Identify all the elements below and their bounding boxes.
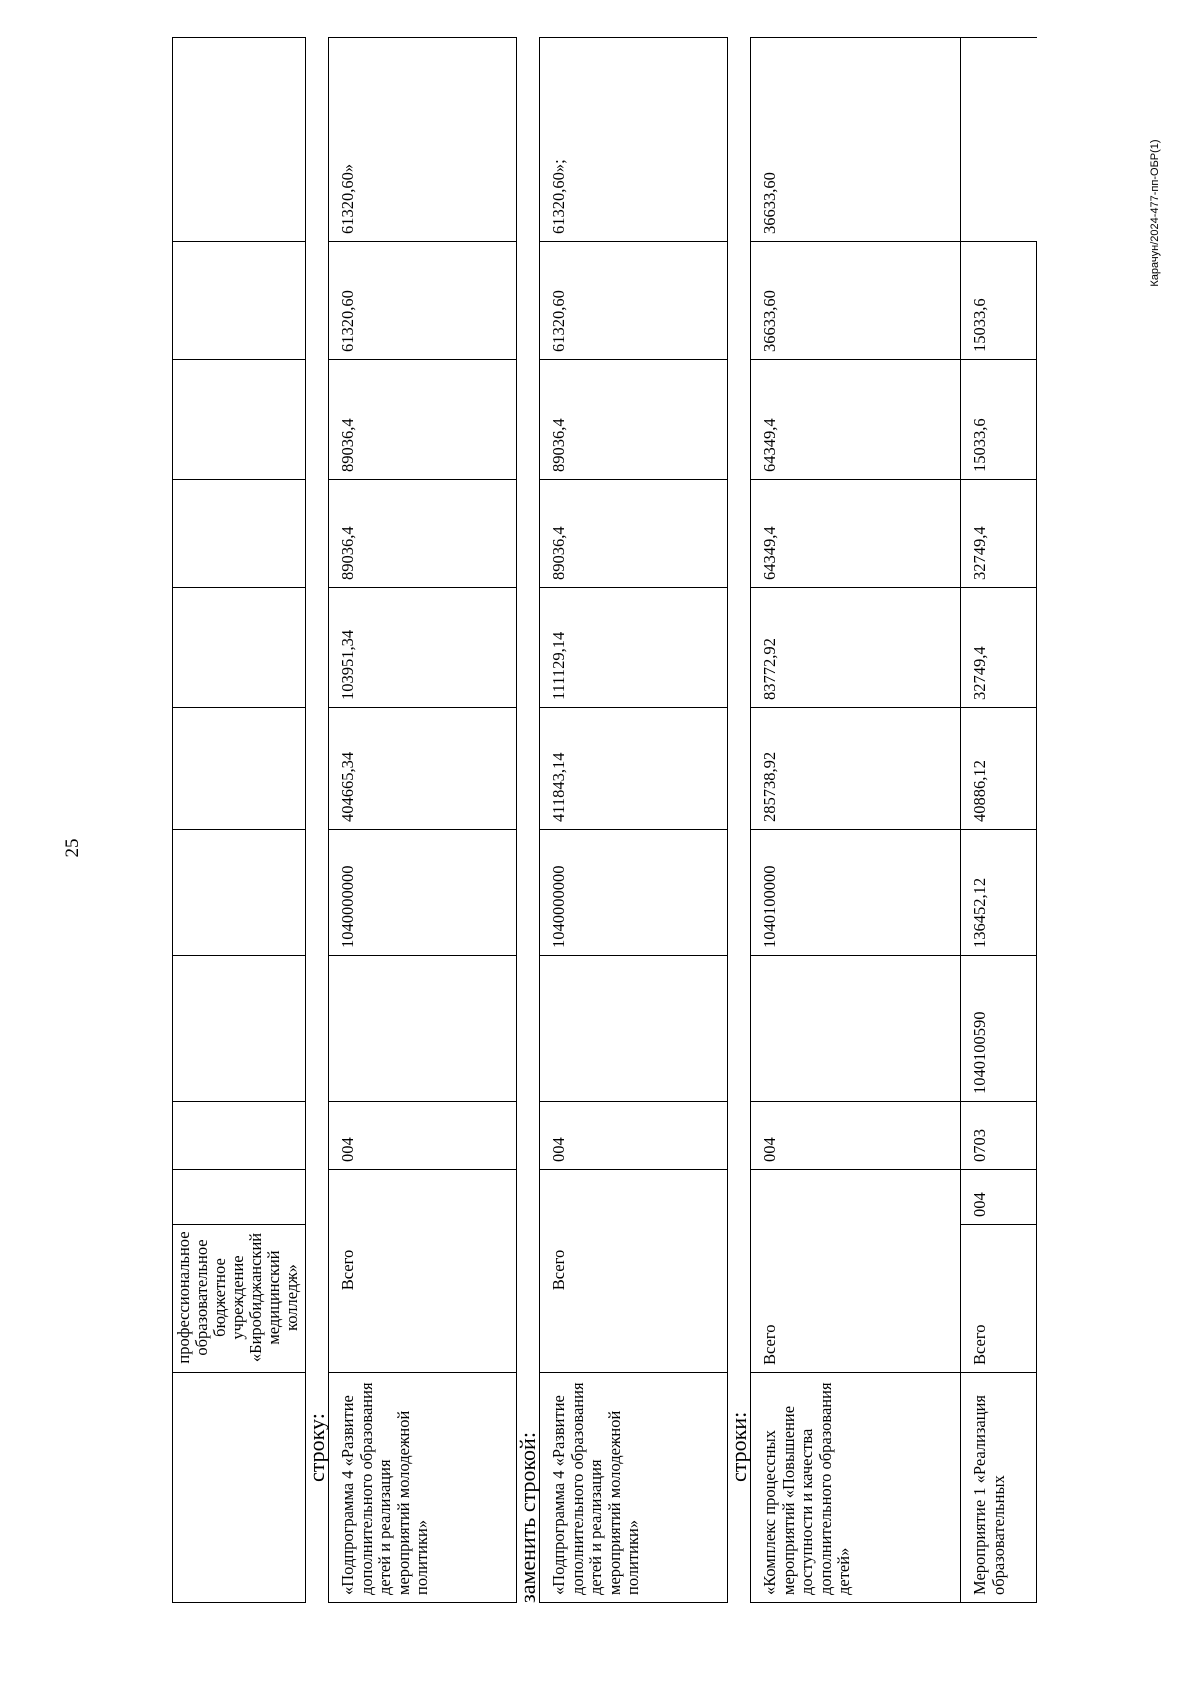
table-cell — [173, 1373, 306, 1603]
table-cell: Всего — [961, 1225, 1037, 1373]
table-cell: 64349,4 — [751, 480, 961, 588]
table-cell: Мероприятие 1 «Реализация образовательных — [961, 1373, 1037, 1603]
table-cell: 1040100000 — [751, 830, 961, 956]
table-cell: 61320,60 — [540, 242, 728, 360]
table-cell: 111129,14 — [540, 588, 728, 708]
table-cell — [173, 956, 306, 1102]
table-cell: Всего — [540, 1170, 728, 1373]
table-cell: 103951,34 — [329, 588, 517, 708]
table-cell — [173, 708, 306, 830]
table-cell — [173, 830, 306, 956]
table-cell: 89036,4 — [329, 480, 517, 588]
table-cell: 64349,4 — [751, 360, 961, 480]
table-cell: 83772,92 — [751, 588, 961, 708]
table-cell — [173, 1102, 306, 1170]
document-code: Карачун/2024-477-пп-ОБР(1) — [1149, 139, 1161, 287]
table-cell: 89036,4 — [329, 360, 517, 480]
table-cell — [961, 38, 1037, 242]
table-cell: «Подпрограмма 4 «Развитие дополнительного образования детей и реализация мероприятий молодежной политики» — [329, 1373, 517, 1603]
table-cell — [173, 588, 306, 708]
table-cell: 40886,12 — [961, 708, 1037, 830]
table-row — [173, 38, 306, 1603]
table-cell: 404665,34 — [329, 708, 517, 830]
table-cell: 1040000000 — [540, 830, 728, 956]
section-label: строки: — [726, 1411, 751, 1482]
table-cell — [173, 38, 306, 242]
table-cell: 61320,60»; — [540, 38, 728, 242]
table-cell: 61320,60» — [329, 38, 517, 242]
table-cell: 004 — [329, 1102, 517, 1170]
table-cell: Всего — [751, 1170, 961, 1373]
table-section-1 — [328, 37, 517, 1603]
table-cell: 36633,60 — [751, 242, 961, 360]
table-cell: профессиональное образовательное бюджетное учреждение «Биробиджанский медицинский колледж» — [173, 1225, 306, 1373]
table-cell: 61320,60 — [329, 242, 517, 360]
table-cell — [173, 360, 306, 480]
section-label: строку: — [304, 1413, 329, 1482]
table-cell: 32749,4 — [961, 480, 1037, 588]
table-cell — [540, 956, 728, 1102]
table-cell: 15033,6 — [961, 360, 1037, 480]
rotated-table-area — [172, 38, 1087, 1603]
table-cell: 36633,60 — [751, 38, 961, 242]
table-cell — [173, 242, 306, 360]
table-row — [540, 38, 728, 1603]
table-header-fragment — [172, 37, 306, 1603]
table-cell: 1040000000 — [329, 830, 517, 956]
table-cell: 004 — [540, 1102, 728, 1170]
table-cell: 004 — [751, 1102, 961, 1170]
table-section-2 — [539, 37, 728, 1603]
page-number: 25 — [62, 838, 83, 858]
table-cell — [173, 480, 306, 588]
table-cell: 32749,4 — [961, 588, 1037, 708]
table-cell — [751, 956, 961, 1102]
table-cell: 004 — [961, 1170, 1037, 1225]
table-cell: 89036,4 — [540, 360, 728, 480]
table-row — [329, 38, 517, 1603]
table-row — [961, 38, 1037, 1603]
table-row — [751, 38, 961, 1603]
table-cell: 89036,4 — [540, 480, 728, 588]
table-section-3 — [750, 37, 1037, 1603]
table-cell: 15033,6 — [961, 242, 1037, 360]
table-cell: «Комплекс процессных мероприятий «Повышение доступности и качества дополнительного образования детей» — [751, 1373, 961, 1603]
table-cell: 1040100590 — [961, 956, 1037, 1102]
section-label: заменить строкой: — [515, 1432, 540, 1603]
table-cell: 136452,12 — [961, 830, 1037, 956]
table-cell — [329, 956, 517, 1102]
table-cell: 0703 — [961, 1102, 1037, 1170]
table-cell: 411843,14 — [540, 708, 728, 830]
table-cell: Всего — [329, 1170, 517, 1373]
table-cell: «Подпрограмма 4 «Развитие дополнительного образования детей и реализация мероприятий молодежной политики» — [540, 1373, 728, 1603]
table-cell: 285738,92 — [751, 708, 961, 830]
table-cell — [173, 1170, 306, 1225]
